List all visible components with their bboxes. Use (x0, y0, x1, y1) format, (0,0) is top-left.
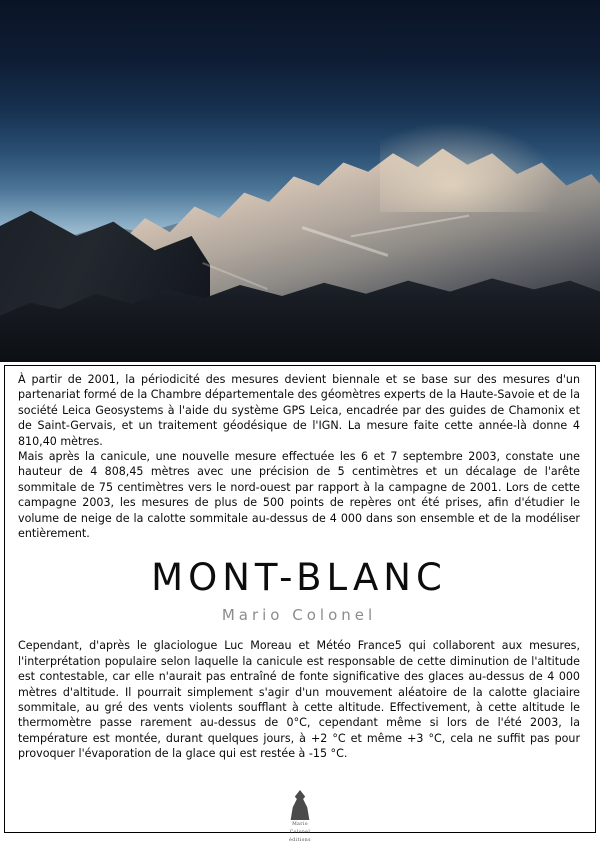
paragraph-1: À partir de 2001, la périodicité des mesures devient biennale et se base sur des mesures d'un partenariat formé de la Chambre départementale des géomètres experts de la Haute-Savoie et de la société Leica Geosystems à l'aide du système GPS Leica, encadrée par des guides de Chamonix et de Saint-Gervais, et un traitement géodésique de l'IGN. La mesure faite cette année-là donne 4 810,40 mètres. (18, 373, 580, 448)
book-title-block (18, 556, 580, 625)
summit-highlight (380, 122, 560, 212)
publisher-logo (270, 790, 330, 845)
mont-blanc-summit-photograph (0, 0, 600, 362)
publisher-logo-line1: Mario (292, 822, 308, 827)
text-column (18, 372, 580, 762)
publisher-logo-line2: Colonel (289, 830, 311, 836)
page-title: MONT-BLANC (151, 556, 447, 600)
mountain-icon (287, 790, 313, 820)
paragraph-3: Cependant, d'après le glaciologue Luc Moreau et Météo France5 qui collaborent aux mesures, l'interprétation populaire selon laquelle la canicule est responsable de cette diminution de l'altitude est contestable, car elle n'aurait pas entraîné de fonte significative des glaces au-dessus de 4 000 mètres d'altitude. Il pourrait simplement s'agir d'un mouvement aléatoire de la calotte glaciaire sommitale, au gré des vents violents soufflant à cette altitude. Effectivement, à cette altitude le thermomètre passe rarement au-dessus de 0°C, cependant même si lors de l'été 2003, la température est montée, durant quelques jours, à +2 °C et même +3 °C, cela ne suffit pas pour provoquer l'évaporation de la glace qui est restée à -15 °C. (18, 639, 580, 761)
publisher-logo-line3: éditions (289, 838, 311, 844)
text-content-area (0, 362, 600, 846)
author-name: Mario Colonel (221, 606, 377, 625)
paragraph-2: Mais après la canicule, une nouvelle mesure effectuée les 6 et 7 septembre 2003, constate une hauteur de 4 808,45 mètres avec une précision de 5 centimètres et un décalage de l'arête sommitale de 75 centimètres vers le nord-ouest par rapport à la campagne de 2001. Lors de cette campagne 2003, les mesures de plus de 500 points de repères ont été prises, afin d'étudier le volume de neige de la calotte sommitale au-dessus de 4 000 dans son ensemble et de la modéliser entièrement. (18, 450, 580, 541)
